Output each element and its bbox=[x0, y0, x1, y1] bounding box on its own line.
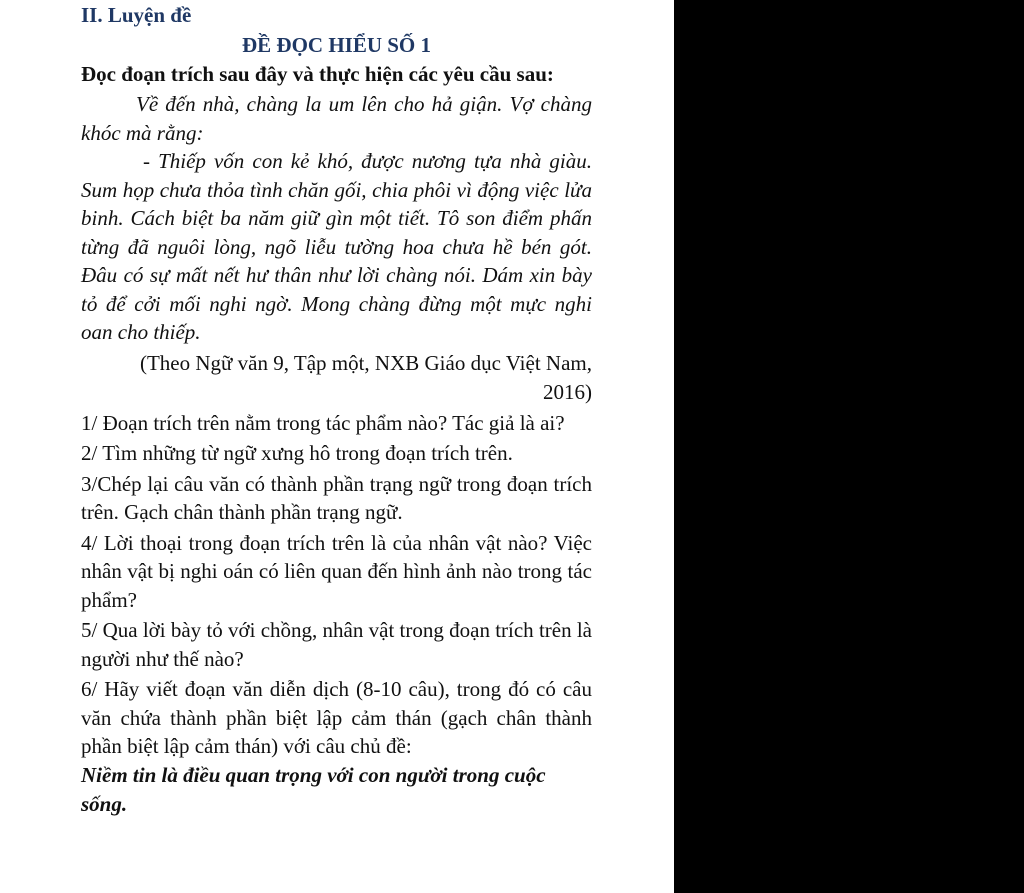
question-3: 3/Chép lại câu văn có thành phần trạng ngữ trong đoạn trích trên. Gạch chân thành phần trạng ngữ. bbox=[81, 471, 592, 524]
question-5: 5/ Qua lời bày tỏ với chồng, nhân vật trong đoạn trích trên là người như thế nào? bbox=[81, 618, 592, 671]
question-1: 1/ Đoạn trích trên nằm trong tác phẩm nào? Tác giả là ai? bbox=[81, 410, 565, 435]
black-margin bbox=[674, 0, 1024, 893]
question-4: 4/ Lời thoại trong đoạn trích trên là của nhân vật nào? Việc nhân vật bị nghi oán có liên quan đến hình ảnh nào trong tác phẩm? bbox=[81, 530, 592, 612]
passage-dialog: - Thiếp vốn con kẻ khó, được nương tựa nhà giàu. Sum họp chưa thỏa tình chăn gối, chia phôi vì động việc lửa binh. Cách biệt ba năm giữ gìn một tiết. Tô son điểm phấn từng đã nguôi lòng, ngõ liễu tường hoa chưa hề bén gót. Đâu có sự mất nết hư thân như lời chàng nói. Dám xin bày tỏ để cởi mối nghi ngờ. Mong chàng đừng một mực nghi oan cho thiếp. bbox=[81, 149, 592, 344]
passage-narration: Về đến nhà, chàng la um lên cho hả giận. Vợ chàng khóc mà rằng: bbox=[81, 92, 592, 145]
source-citation: (Theo Ngữ văn 9, Tập một, NXB Giáo dục Việt Nam, 2016) bbox=[139, 350, 592, 404]
document-content bbox=[81, 0, 592, 819]
section-heading: II. Luyện đề bbox=[81, 3, 192, 27]
question-2: 2/ Tìm những từ ngữ xưng hô trong đoạn trích trên. bbox=[81, 441, 513, 465]
question-6: 6/ Hãy viết đoạn văn diễn dịch (8-10 câu), trong đó có câu văn chứa thành phần biệt lập cảm thán (gạch chân thành phần biệt lập cảm thán) với câu chủ đề: bbox=[81, 677, 592, 758]
topic-sentence: Niềm tin là điều quan trọng với con người trong cuộc sống. bbox=[81, 762, 546, 816]
exam-title: ĐỀ ĐỌC HIỂU SỐ 1 bbox=[241, 33, 432, 57]
instruction-text: Đọc đoạn trích sau đây và thực hiện các yêu cầu sau: bbox=[81, 62, 554, 86]
